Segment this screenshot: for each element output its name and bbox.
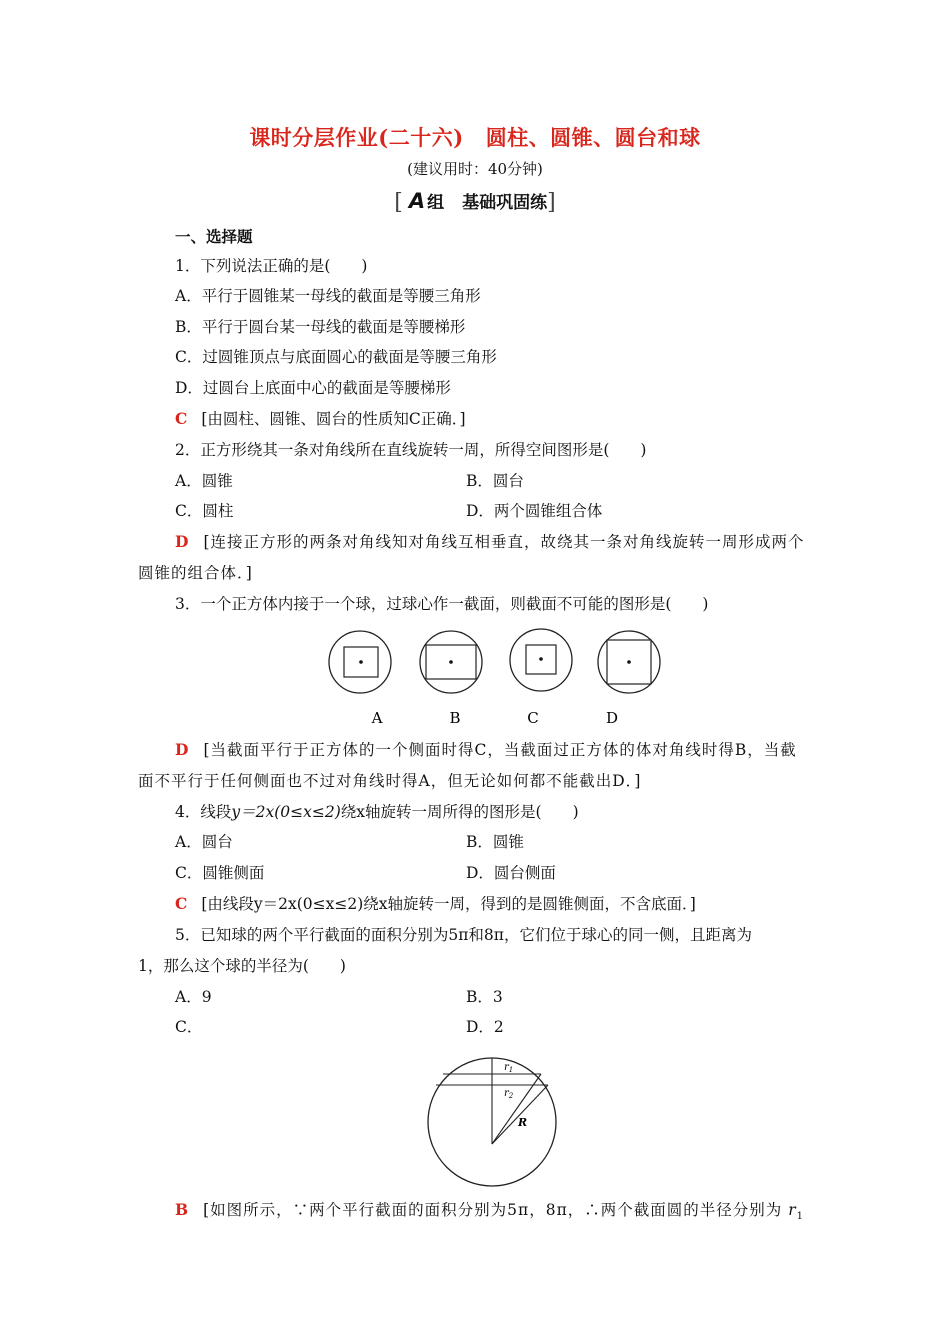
q1-option-d: D．过圆台上底面中心的截面是等腰梯形 [175,379,451,397]
q3-stem: 3．一个正方体内接于一个球，过球心作一截面，则截面不可能的图形是( ) [175,595,709,613]
q2-option-b: B．圆台 [466,472,524,490]
q5-stem-1: 5．已知球的两个平行截面的面积分别为5π和8π，它们位于球心的同一侧，且距离为 [175,926,752,944]
q4-answer [175,893,696,915]
q5-option-b: B．3 [466,988,503,1006]
q5-label-r1: $r_1$ [504,1062,514,1074]
q2-stem: 2．正方形绕其一条对角线所在直线旋转一周，所得空间图形是( ) [175,441,647,459]
q3-figure [320,625,670,735]
group-label: 组 [427,193,445,213]
q2-answer-text-2: 圆锥的组合体．] [138,564,253,582]
q2-option-c: C．圆柱 [175,502,234,520]
q1-answer-letter: C [175,409,188,428]
q5-answer-letter: B [175,1200,190,1219]
q4-stem-suffix: 绕x轴旋转一周所得的图形是( ) [340,803,579,821]
q3-fig-c-dot [539,657,543,661]
q5-stem-2: 1，那么这个球的半径为( ) [138,957,346,975]
title-part2: 圆柱、圆锥、圆台和球 [485,125,701,150]
q3-answer [175,739,797,761]
q5-option-c: C． [175,1018,203,1036]
left-bracket: [ [394,190,403,215]
q3-label-b: B [449,709,461,727]
q3-label-d: D [605,709,619,727]
q4-answer-letter: C [175,894,188,913]
q1-answer-text: [由圆柱、圆锥、圆台的性质知C正确．] [201,410,466,428]
q4-option-b: B．圆锥 [466,833,524,851]
q4-stem-prefix: 4．线段 [175,803,232,821]
group-title: 基础巩固练 [462,193,548,213]
q2-answer [175,531,805,553]
q5-option-a: A．9 [175,988,212,1006]
q4-stem-formula: y＝2x(0≤x≤2) [231,803,341,821]
q3-answer-text-2: 面不平行于任何侧面也不过对角线时得A，但无论如何都不能截出D．] [138,772,642,790]
group-letter: A [408,189,426,213]
q1-option-b: B．平行于圆台某一母线的截面是等腰梯形 [175,318,466,336]
q4-option-c: C．圆锥侧面 [175,864,265,882]
q2-answer-letter: D [175,532,190,551]
q4-answer-text: [由线段y＝2x(0≤x≤2)绕x轴旋转一周，得到的是圆锥侧面，不含底面．] [201,895,696,913]
q1-option-c: C．过圆锥顶点与底面圆心的截面是等腰三角形 [175,348,497,366]
q1-answer [175,408,466,430]
page-title [0,122,950,152]
q2-answer-text-1: [连接正方形的两条对角线知对角线互相垂直，故绕其一条对角线旋转一周形成两个 [203,533,805,551]
q4-option-a: A．圆台 [175,833,233,851]
q3-label-a: A [371,709,383,727]
q5-figure [422,1054,562,1190]
q4-stem [175,801,579,823]
q3-answer-letter: D [175,740,190,759]
q1-option-a: A．平行于圆锥某一母线的截面是等腰三角形 [175,287,481,305]
q5-option-d: D．2 [466,1018,504,1036]
section-title: 一、选择题 [175,227,253,246]
title-part1: 课时分层作业(二十六) [249,125,464,150]
q1-stem: 1．下列说法正确的是( ) [175,257,368,275]
q3-fig-a-dot [359,660,363,664]
q3-label-c: C [527,709,539,727]
q2-option-d: D．两个圆锥组合体 [466,502,603,520]
q3-answer-text-1: [当截面平行于正方体的一个侧面时得C，当截面过正方体的体对角线时得B，当截 [203,741,797,759]
q5-answer-tail-sub: 1 [796,1211,804,1223]
right-bracket: ] [547,190,556,215]
q3-fig-d-dot [627,660,631,664]
group-heading [0,188,950,215]
q2-option-a: A．圆锥 [175,472,233,490]
q5-answer-text: [如图所示，∵两个平行截面的面积分别为5π，8π，∴两个截面圆的半径分别为 [203,1201,783,1219]
q5-label-R: R [518,1116,528,1129]
q4-option-d: D．圆台侧面 [466,864,556,882]
q3-fig-b-dot [449,660,453,664]
q5-answer-tail: r [788,1201,797,1219]
q5-answer [175,1199,804,1228]
q5-radius-line-2 [492,1085,548,1144]
suggested-time: (建议用时：40分钟) [407,160,543,178]
q5-label-r2: $r_2$ [504,1088,514,1100]
